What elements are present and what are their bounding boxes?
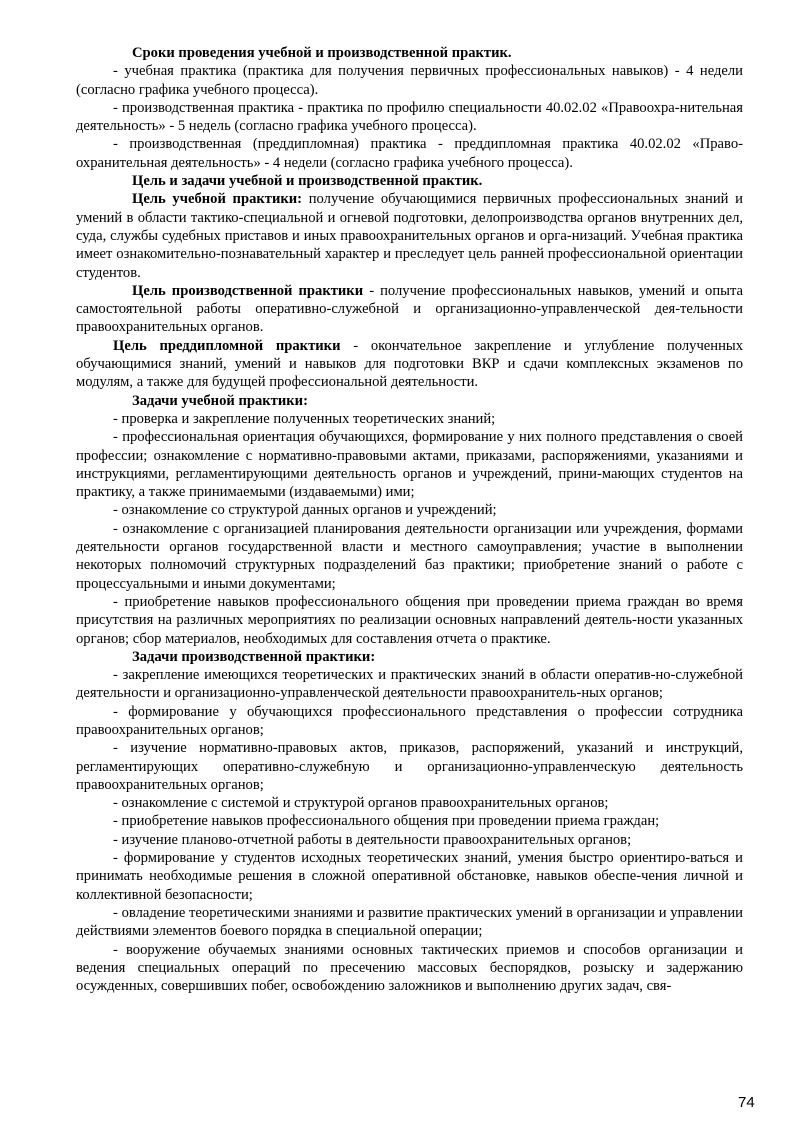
task-study-item: - проверка и закрепление полученных теоретических знаний;	[113, 410, 496, 427]
task-study-item: - профессиональная ориентация обучающихся, формирование у них полного представления о своей профессии; ознакомление с нормативно-правовыми актами, приказами, распоряжениями, указаниями и инструкциями, регламентирующими деятельность органов и учреждений, прини-мающих студентов на практику, а также принимаемыми (издаваемыми) ими;	[76, 429, 743, 501]
goal-text: получение обучающимися первичных профессиональных знаний и умений в области тактико-специальной и огневой подготовки, делопроизводства органов внутренних дел, суда, службы судебных приставов и иных правоохранительных органов и орга-низаций. Учебная практика имеет ознакомительно-познавательный характер и преследует цель ранней профессиональной ориентации студентов.	[76, 191, 743, 281]
task-production-item: - изучение планово-отчетной работы в деятельности правоохранительных органов;	[113, 831, 632, 848]
section-heading-terms: Сроки проведения учебной и производственной практик.	[132, 45, 512, 61]
goal-paragraph-prediploma	[76, 337, 743, 392]
task-production-item: - формирование у студентов исходных теоретических знаний, умения быстро ориентиро-ваться и принимать необходимые решения в сложной оперативной обстановке, навыков обеспе-чения личной и коллективной безопасности;	[76, 850, 743, 903]
goal-paragraph-study	[76, 190, 743, 281]
goal-label: Цель учебной практики:	[132, 191, 303, 208]
task-production-item: - ознакомление с системой и структурой органов правоохранительных органов;	[113, 795, 609, 812]
task-study-item: - приобретение навыков профессионального общения при проведении приема граждан во время присутствия на различных мероприятиях по реализации основных направлений деятель-ности указанных органов; сбор материалов, необходимых для составления отчета о практике.	[76, 593, 743, 647]
page-content	[76, 44, 743, 995]
task-production-item: - закрепление имеющихся теоретических и практических знаний в области оператив-но-служебной деятельности и организационно-управленческой деятельности правоохранитель-ных органов;	[76, 667, 743, 702]
goal-text: - окончательное закрепление и углубление полученных обучающимися знаний, умений и навыков для подготовки ВКР и сдачи комплексных экзаменов по модулям, а также для будущей профессиональной деятельности.	[76, 337, 744, 391]
goal-paragraph-production	[76, 282, 743, 337]
terms-item: - производственная (преддипломная) практика - преддипломная практика 40.02.02 «Право-охранительная деятельность» - 4 недели (согласно графика учебного процесса).	[76, 136, 743, 171]
terms-item: - учебная практика (практика для получения первичных профессиональных навыков) - 4 недели (согласно графика учебного процесса).	[76, 63, 743, 98]
terms-item: - производственная практика - практика по профилю специальности 40.02.02 «Правоохра-нительная деятельность» - 5 недель (согласно графика учебного процесса).	[76, 99, 743, 135]
task-study-item: - ознакомление с организацией планирования деятельности организации или учреждения, формами деятельности органов государственной власти и местного самоуправления; участие в выполнении некоторых полномочий структурных подразделений баз практики; приобретение знаний о работе с процессуальными и иными документами;	[76, 520, 743, 592]
goal-label: Цель преддипломной практики	[113, 337, 341, 354]
page-number: 74	[738, 1094, 755, 1111]
task-production-item: - овладение теоретическими знаниями и развитие практических умений в организации и управлении действиями элементов боевого порядка в специальной операции;	[76, 904, 743, 940]
task-production-item: - формирование у обучающихся профессионального представления о профессии сотрудника правоохранительных органов;	[76, 703, 743, 738]
goal-text: - получение профессиональных навыков, умений и опыта самостоятельной работы оперативно-служебной и организационно-управленческой дея-тельности правоохранительных органов.	[76, 282, 743, 336]
task-study-item: - ознакомление со структурой данных органов и учреждений;	[113, 502, 497, 519]
section-heading-goals: Цель и задачи учебной и производственной практик.	[132, 173, 483, 190]
goal-label: Цель производственной практики	[132, 282, 364, 299]
task-production-item: - приобретение навыков профессионального общения при проведении приема граждан;	[113, 813, 660, 830]
section-heading-tasks-study: Задачи учебной практики:	[132, 392, 308, 409]
task-production-item: - изучение нормативно-правовых актов, приказов, распоряжений, указаний и инструкций, регламентирующих оперативно-служебную и организационно-управленческую деятельность правоохранительных органов;	[76, 740, 743, 793]
section-heading-tasks-production: Задачи производственной практики:	[132, 648, 376, 665]
task-production-item: - вооружение обучаемых знаниями основных тактических приемов и способов организации и ведения специальных операций по пресечению массовых беспорядков, розыску и задержанию осужденных, совершивших побег, освобождению заложников и выполнению других задач, свя-	[76, 941, 743, 995]
